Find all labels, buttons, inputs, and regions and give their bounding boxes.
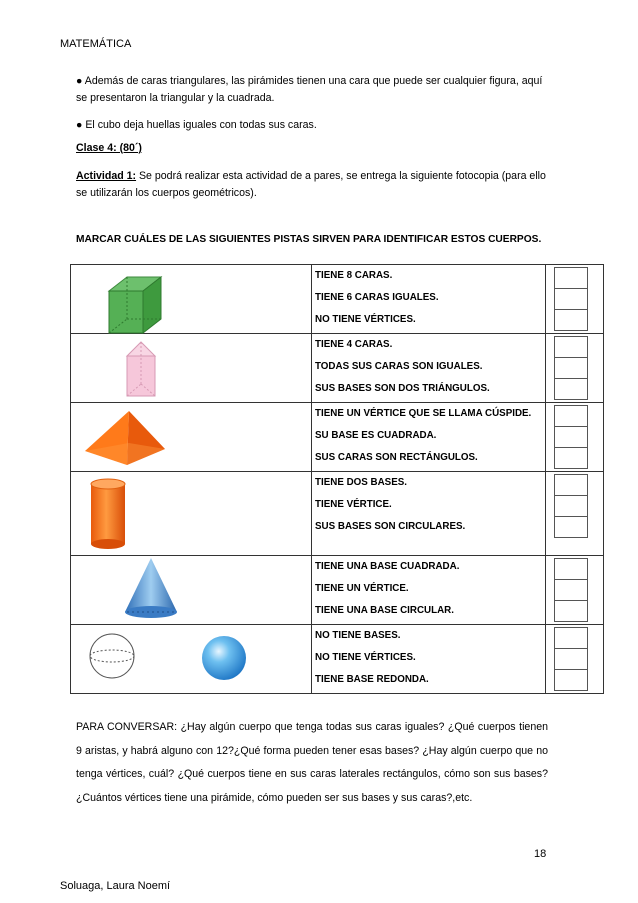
table-row [71,556,604,625]
triangular-prism-icon [119,338,179,400]
pyramid-icon [81,407,171,467]
activity-text: Se podrá realizar esta actividad de a pares, se entrega la siguiente fotocopia (para ello se utilizarán los cuerpos geométricos). [76,170,546,199]
check-box[interactable] [554,288,588,309]
bullet-cube: ● El cubo deja huellas iguales con todas sus caras. [76,119,317,131]
activity-label: Actividad 1: [76,170,137,182]
clue-text: TIENE UN VÉRTICE. [315,583,409,594]
clues-table [70,264,604,694]
bullet-pyramids: ● Además de caras triangulares, las pirámides tienen una cara que puede ser cualquier figura, aquí se presentaron la triangular y la cuadrada. [76,75,543,104]
clue-text: TODAS SUS CARAS SON IGUALES. [315,361,483,372]
check-box[interactable] [554,405,588,426]
instruction-heading: MARCAR CUÁLES DE LAS SIGUIENTES PISTAS SIRVEN PARA IDENTIFICAR ESTOS CUERPOS. [76,234,542,245]
check-box[interactable] [554,357,588,378]
check-box[interactable] [554,474,588,495]
check-box[interactable] [554,495,588,516]
check-box[interactable] [554,378,588,400]
check-box[interactable] [554,516,588,538]
cube-icon [99,273,169,338]
sphere-wireframe-icon [87,631,137,681]
clue-text: SUS BASES SON DOS TRIÁNGULOS. [315,383,490,394]
clue-text: SU BASE ES CUADRADA. [315,430,437,441]
table-row [71,472,604,556]
clue-text: TIENE VÉRTICE. [315,499,392,510]
check-box[interactable] [554,579,588,600]
shape-cell [71,265,312,334]
check-box[interactable] [554,669,588,691]
sphere-icon [199,633,249,683]
clue-text: NO TIENE BASES. [315,630,401,641]
page-number: 18 [534,848,547,860]
clue-text: TIENE DOS BASES. [315,477,407,488]
clue-text: TIENE UN VÉRTICE QUE SE LLAMA CÚSPIDE. [315,408,532,419]
cone-icon [121,556,181,622]
page-header: MATEMÁTICA [60,38,132,50]
clue-text: SUS CARAS SON RECTÁNGULOS. [315,452,478,463]
clue-text: NO TIENE VÉRTICES. [315,314,416,325]
check-box[interactable] [554,558,588,579]
check-box[interactable] [554,267,588,288]
clue-text: TIENE 4 CARAS. [315,339,393,350]
clue-text: TIENE 8 CARAS. [315,270,393,281]
class-title: Clase 4: (80´) [76,142,142,154]
check-box[interactable] [554,648,588,669]
clue-text: TIENE 6 CARAS IGUALES. [315,292,439,303]
table-row [71,265,604,334]
clue-text: SUS BASES SON CIRCULARES. [315,521,466,532]
clue-text: TIENE BASE REDONDA. [315,674,429,685]
clue-text: NO TIENE VÉRTICES. [315,652,416,663]
activity-paragraph [76,168,546,202]
check-box[interactable] [554,426,588,447]
page-footer: Soluaga, Laura Noemí [60,880,171,892]
check-box[interactable] [554,627,588,648]
check-box[interactable] [554,600,588,622]
discussion-paragraph: PARA CONVERSAR: ¿Hay algún cuerpo que tenga todas sus caras iguales? ¿Qué cuerpos tienen 9 aristas, y habrá alguno con 12?¿Qué forma pueden tener esas bases? ¿Hay algún cuerpo que no tenga vértices, cuál? ¿Qué cuerpos tiene en sus caras laterales rectángulos, cómo son sus bases? ¿Cuántos vértices tiene una pirámide, cómo pueden ser sus bases y sus caras?,etc. [76,721,548,804]
check-box[interactable] [554,336,588,357]
check-box[interactable] [554,447,588,469]
table-row [71,334,604,403]
check-box[interactable] [554,309,588,331]
clue-text: TIENE UNA BASE CIRCULAR. [315,605,454,616]
table-row [71,403,604,472]
cylinder-icon [85,474,135,554]
clue-text: TIENE UNA BASE CUADRADA. [315,561,460,572]
table-row [71,625,604,694]
